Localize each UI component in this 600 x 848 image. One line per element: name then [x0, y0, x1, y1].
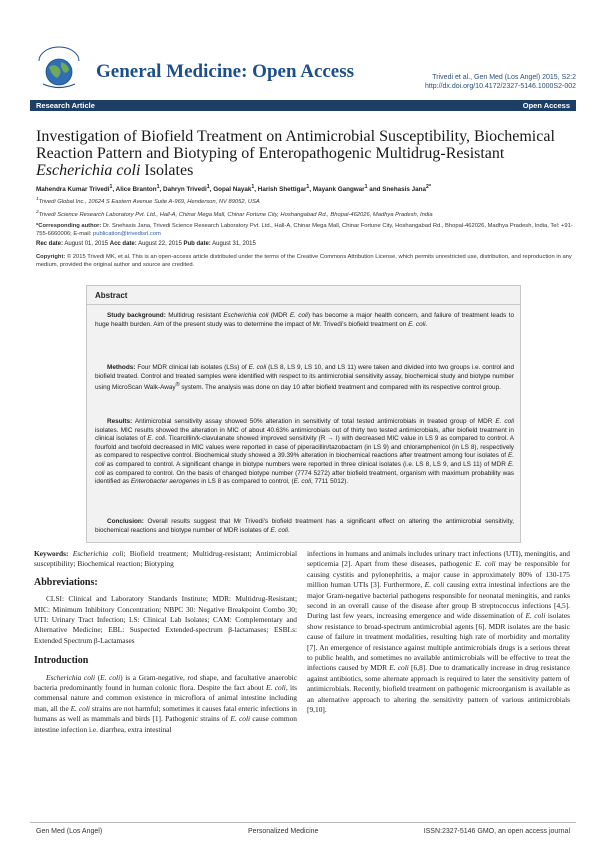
- author-sup: 1: [364, 184, 368, 190]
- abs-text: Multidrug resistant: [165, 312, 224, 319]
- aff-text: Trivedi Science Research Laboratory Pvt. Ltd., Hall-A, Chinar Mega Mall, Chinar Fortune City, Hoshangabad Rd., Bhopal-462026, Madhya Pradesh, India: [38, 211, 433, 218]
- abbreviations-heading: Abbreviations:: [34, 576, 98, 588]
- author-name: Harish Shettigar: [257, 186, 307, 194]
- abs-text: .: [425, 320, 428, 328]
- rec-date: August 01, 2015: [63, 241, 110, 247]
- aff-text: Trivedi Global Inc., 10624 S Eastern Avenue Suite A-969, Henderson, NV 89052, USA: [38, 198, 260, 205]
- keywords: [34, 549, 297, 570]
- abs-italic: E. coli: [95, 452, 514, 468]
- author-sup: 1: [306, 184, 310, 190]
- corr-label: *Corresponding author:: [36, 223, 102, 229]
- body-text: [6,8]. Due to dramatically increase in drug resistance against antibiotics, some alternate approach is required to later the sensitivity pattern of antimicrobials. Recently, biofield treatment on pathogenic microorganism is available as an alternative approach to altering the sensitivity pattern of various antimicrobials [9,10].: [307, 663, 571, 715]
- abs-text: Four MDR clinical lab isolates (LSs) of: [135, 364, 249, 371]
- abstract-conclusion: [95, 518, 514, 535]
- intro-text: (: [95, 672, 101, 682]
- article-title: [36, 128, 576, 179]
- article-type-banner: [30, 100, 576, 111]
- footer-rule: [30, 822, 576, 823]
- intro-italic: E. coli: [100, 672, 121, 682]
- author-name: Dahryn Trivedi: [163, 186, 207, 194]
- author-sup: 1: [156, 184, 160, 190]
- author-list: Mahendra Kumar Trivedi$^1$, Alice Branton$^1$, Dahryn Trivedi$^1$, Gopal Nayak$^1$, Harish Shettigar$^1$, Mayank Gangwar$^1$ and Snehasis Jana$^{2*}$: [36, 184, 431, 194]
- copyright-notice: [36, 254, 576, 269]
- corresponding-author: [36, 222, 576, 238]
- body-italic: E. coli: [389, 663, 409, 673]
- aff-sup: 2: [36, 210, 39, 215]
- body-italic: E. coli: [475, 559, 496, 569]
- acc-label: Acc date:: [109, 241, 137, 247]
- aff-sup: 1: [36, 197, 39, 202]
- affiliation-2: [36, 209, 576, 219]
- abbreviations-text: CLSI: Clinical and Laboratory Standards Institute; MDR: Multidrug-Resistant; MIC: Minimum Inhibitory Concentration; NBPC 30: Negative Breakpoint Combo 30; UTI: Urinary Tract Infection; LS: Clinical Lab Isolates; CAM: Complementary and Alternative Medicine; EBL: Suspected Extended-spectrum β-lactamases; ESBLs: Extended Spectrum β-Lactamases: [34, 594, 297, 645]
- keywords-label: Keywords:: [34, 549, 69, 558]
- copyright-label: Copyright:: [36, 254, 66, 260]
- abstract-results: [95, 418, 514, 487]
- abs-label: Conclusion:: [107, 518, 144, 525]
- author-name: Mahendra Kumar Trivedi: [36, 186, 110, 194]
- abs-text: . Ticarcillin/k-clavulanate showed improved sensitivity (R → I) with decreased MIC value in LS 9 as compared to control. A fourfold and twofold decreased in MIC values were reported in case of piperacillin/tazobactam (in LS 9) and chloramphenicol (in LS 8), respectively as compared to respective control. Biochemical study showed a 39.39% alteration in biochemical reactions after treatment among four isolates of: [95, 435, 514, 460]
- title-italic: Escherichia coli: [36, 162, 141, 179]
- intro-text: strains are not harmful; sometimes it causes fatal enteric infections in humans as well as mammals and birds [1]. Pathogenic strains of: [34, 703, 298, 724]
- intro-italic: E. coli: [230, 714, 251, 724]
- author-name: Mayank Gangwar: [312, 186, 365, 194]
- abs-italic: E. coli: [408, 320, 426, 328]
- abs-text: in LS 8 as compared to control, (: [199, 478, 294, 486]
- title-line: [36, 162, 576, 179]
- abs-sup: ®: [175, 382, 180, 389]
- abs-label: Study background:: [107, 312, 166, 319]
- abs-italic: E. coli: [270, 526, 288, 534]
- pub-label: Pub date:: [183, 241, 211, 247]
- abs-text: as compared to control. On the basis of changed biotype number (7774 5272) after biofield treatment, organism with maximum probability was identified as: [95, 469, 514, 486]
- intro-text: cause common intestine infection i.e. diarrhea, extra intestinal: [34, 714, 297, 734]
- abs-italic: E. coli: [95, 460, 514, 477]
- author-name: Snehasis Jana: [382, 186, 427, 194]
- abs-text: (MDR: [268, 312, 290, 319]
- abstract-box: [86, 285, 521, 543]
- author-sup: 1: [206, 184, 210, 190]
- abs-italic: E. coli: [147, 435, 165, 443]
- author-sup: 1: [251, 184, 255, 190]
- author-sup: 1: [109, 184, 113, 190]
- title-rest: Isolates: [140, 162, 194, 179]
- article-dates: [36, 241, 576, 247]
- abs-text: system. The analysis was done on day 10 after biofield treatment and compared with its respective control group.: [179, 384, 501, 392]
- abs-italic: Enterobacter aerogenes: [130, 478, 200, 486]
- abs-text: ) has become a major health concern, and failure of treatment leads to huge health burden. Aim of the present study was to determine the impact of Mr. Trivedi's biofield treatment on: [95, 312, 514, 328]
- intro-italic: Escherichia coli: [46, 672, 95, 682]
- abs-label: Methods:: [107, 364, 136, 371]
- footer-issn: ISSN:2327-5146 GMO, an open access journal: [423, 828, 570, 835]
- body-text: may be responsible for causing cystitis and pylonephritis, a major cause in approximately 80% of 130-175 million human UTIs [3]. Furthermore,: [307, 559, 570, 590]
- abs-label: Results:: [107, 418, 133, 425]
- title-line: Reaction Pattern and Biotyping of Enteropathogenic Multidrug-Resistant: [36, 145, 505, 162]
- author-sup: 2*: [426, 184, 431, 190]
- affiliation-1: [36, 196, 576, 206]
- abs-italic: E. coli: [293, 478, 312, 486]
- introduction-heading: Introduction: [34, 655, 89, 667]
- abs-italic: E. coli: [289, 312, 308, 319]
- title-line: Investigation of Biofield Treatment on Antimicrobial Susceptibility, Biochemical: [36, 128, 555, 145]
- citation-info: [425, 73, 576, 91]
- email-link[interactable]: publication@trivedisrl.com: [93, 231, 161, 237]
- abs-text: as compared to control. A significant change in biotype numbers were reported in three clinical isolates (i.e. LS 8, LS 9, and LS 11) of MDR: [104, 460, 508, 468]
- author-and: and: [367, 186, 383, 194]
- intro-italic: E. coli: [70, 703, 90, 713]
- abs-italic: Escherichia coli: [223, 312, 269, 319]
- author-name: Alice Branton: [115, 186, 157, 194]
- journal-header: [30, 45, 576, 91]
- article-type-label: Research Article: [36, 101, 95, 110]
- intro-italic: E. coli: [266, 683, 286, 693]
- introduction-paragraph: [34, 673, 297, 735]
- body-paragraph: [307, 549, 570, 716]
- rec-label: Rec date:: [36, 241, 64, 247]
- abstract-divider: [87, 304, 520, 305]
- abs-text: (LS 8, LS 9, LS 10, and LS 11) were taken and divided into two groups i.e. control and biofield treated. Control and treated samples were identified with respect to its antimicrobial sensitivity assay, biochemical study and biotype number using MicroScan Walk-Away: [95, 364, 515, 392]
- abs-text: , 7711 5012).: [311, 478, 349, 486]
- abs-text: .: [287, 526, 290, 534]
- abs-italic: E. coli: [495, 418, 514, 425]
- abs-text: Overall results suggest that Mr Trivedi's biofield treatment has a significant effect on altering the antimicrobial sensitivity, biochemical reactions and biotype number of MDR isolates of: [95, 518, 514, 534]
- corr-text: Dr. Snehasis Jana, Trivedi Science Research Laboratory Pvt. Ltd., Hall-A, Chinar Mega Mall, Chinar Fortune City, Hoshangabad Rd., Bhopal-462026, Madhya Pradesh, India, Tel: +91-755-6660006; E-mail:: [36, 223, 573, 237]
- copyright-text: © 2015 Trivedi MK, et al. This is an open-access article distributed under the terms of the Creative Commons Attribution License, which permits unrestricted use, distribution, and reproduction in any medium, provided the original author and source are credited.: [36, 254, 572, 268]
- keywords-italic: Escherichia coli: [68, 549, 124, 558]
- abstract-background: [95, 312, 514, 329]
- doi-link[interactable]: http://dx.doi.org/10.4172/2327-5146.1000S2-002: [424, 83, 576, 90]
- abs-italic: E. coli: [248, 364, 267, 371]
- acc-date: August 22, 2015: [136, 241, 184, 247]
- journal-logo-globe-icon: [33, 45, 85, 91]
- body-text: isolates show resistance to broad-spectrum antimicrobial agents [6]. MDR isolates are the basic cause of failure in treatment modalities, resulting high rate of morbidity and mortality [7]. An emergence of resistance against multiple antimicrobials drugs is a serious threat to public health, and sometimes no available antimicrobials will be effective to treat the infections caused by MDR: [307, 611, 570, 673]
- citation-line: Trivedi et al., Gen Med (Los Angel) 2015, S2:2: [432, 74, 576, 81]
- abstract-heading: Abstract: [95, 291, 128, 300]
- body-italic: E. coli: [525, 611, 546, 621]
- footer-journal: Gen Med (Los Angel): [36, 828, 103, 835]
- keywords-text: ; Biofield treatment; Multidrug-resistant; Antimicrobial susceptibility; Biochemical reaction; Biotyping: [34, 549, 297, 569]
- left-column: [34, 549, 297, 735]
- intro-text: ) is a Gram-negative, rod shape, and facultative anaerobic bacteria predominantly found in human colonic flora. Despite the fact about: [34, 672, 297, 693]
- journal-title: General Medicine: Open Access: [96, 61, 355, 82]
- abstract-methods: [95, 364, 514, 393]
- pub-date: August 31, 2015: [210, 241, 256, 247]
- body-italic: E. coli: [424, 580, 445, 590]
- right-column: [307, 549, 570, 716]
- intro-text: , its commensal nature and common existence in microflora of animal intestine including man, all the: [34, 683, 298, 713]
- abs-text: isolates. MIC results showed the alteration in MIC of about 40.63% antimicrobials out of thirty two tested antimicrobials, after biofield treatment in clinical isolates of: [95, 426, 514, 443]
- abs-text: Antimicrobial sensitivity assay showed 50% alteration in sensitivity of total tested antimicrobials in treated group of MDR: [132, 418, 496, 425]
- author-name: Gopal Nayak: [213, 186, 252, 194]
- footer-issue-topic: Personalized Medicine: [248, 828, 319, 835]
- body-text: causing extra intestinal infections are the major Gram-negative bacterial pathogens responsible for neonatal meningitis, and ranks second in an overall cause of the disease after group B streptococcus infections [4,5]. During last few years, increasing emergence and wide dissemination of: [307, 580, 570, 621]
- open-access-label: Open Access: [522, 101, 570, 110]
- body-text: infections in humans and animals includes urinary tract infections (UTI), meningitis, and septicemia [2]. Apart from these diseases, pathogenic: [307, 549, 570, 569]
